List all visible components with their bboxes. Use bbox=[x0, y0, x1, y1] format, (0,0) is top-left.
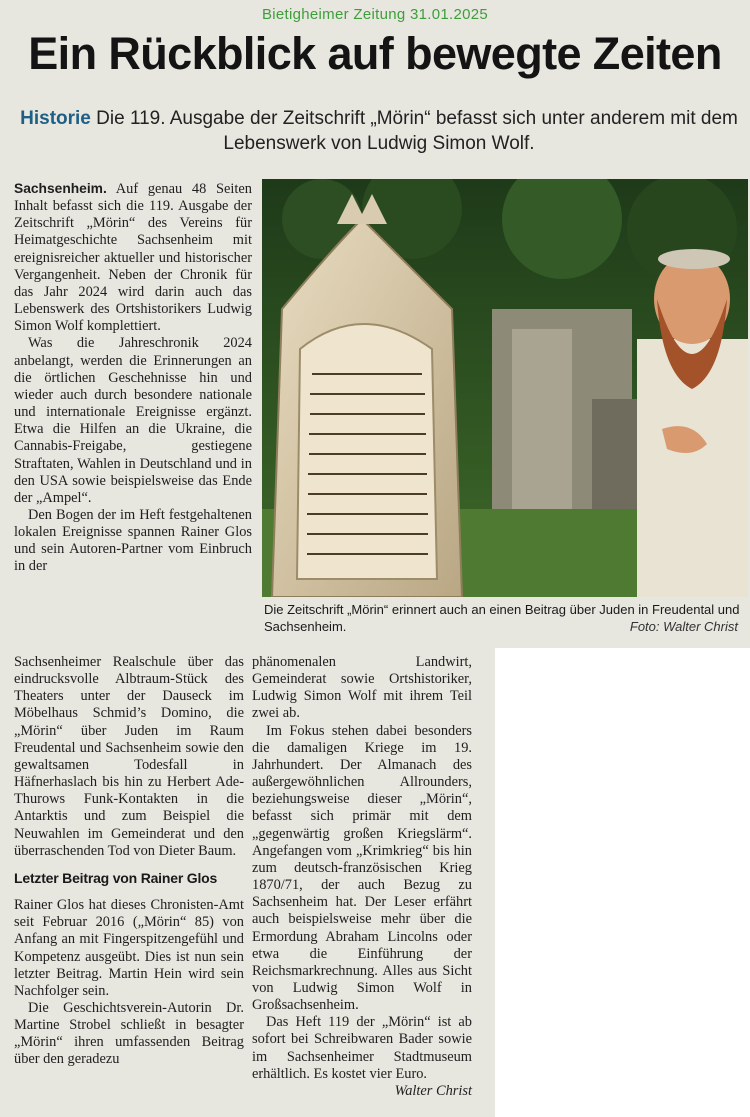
column-1-top bbox=[14, 180, 252, 576]
paragraph-3b: Sachsenheimer Realschule über das eindrucksvolle Albtraum-Stück des Theaters unter der Dauseck im Möbelhaus Schmid’s Domino, die „Mörin“ über Juden im Raum Freudental und Sachsenheim sowie den gewaltsamen Todesfall in Häfnerhaslach bis hin zu Herbert Ade-Thurows Funk-Kontakten in die Antarktis und zum Beispiel die Neuwahlen im Gemeinderat und den überraschenden Tod von Dieter Baum. bbox=[14, 654, 244, 859]
paragraph-1: Sachsenheim. Auf genau 48 Seiten Inhalt befasst sich die 119. Ausgabe der Zeitschrift „Mörin“ des Vereins für Heimatgeschichte Sachsenheim mit ereignisreicher aktueller und historischer Vergangenheit. Neben der Chronik für das Jahr 2024 wird darin auch das Lebenswerk des Ortshistorikers Ludwig Simon Wolf komplettiert. bbox=[14, 181, 252, 335]
paragraph-5: Die Geschichtsverein-Autorin Dr. Martine Strobel schließt in besagter „Mörin“ ihren umfassenden Beitrag über den geradezu bbox=[14, 999, 244, 1068]
paragraph-6: Im Fokus stehen dabei besonders die damaligen Kriege im 19. Jahrhundert. Der Almanach des außergewöhnlichen Allrounders, beziehungsweise dieser „Mörin“, befasst sich primär mit dem „gegenwärtig großen Kriegslärm“. Angefangen vom „Krimkrieg“ bis hin zum deutsch-französischen Krieg 1870/71, der auch Bezug zu Sachsenheim hat. Der Leser erfährt auch beispielsweise mehr über die Ermordung Abraham Lincolns oder etwa die Einführung der Reichsmarkrechnung. Alles aus Sicht von Ludwig Simon Wolf in Großsachsenheim. bbox=[252, 722, 472, 1014]
paragraph-2: Was die Jahreschronik 2024 anbelangt, werden die Erinnerungen an die örtlichen Geschehnisse hin und wieder auch durch besondere nationale und internationale Ereignisse ergänzt. Etwa die Hilfen an die Ukraine, die Cannabis-Freigabe, gestiegene Straftaten, Wahlen in Deutschland und in den USA sowie beispielsweise das Ende der „Ampel“. bbox=[14, 335, 252, 506]
paragraph-4: Rainer Glos hat dieses Chronisten-Amt seit Februar 2016 („Mörin“ 85) von Anfang an mit Fingerspitzengefühl und Kompetenz ausgeübt. Dies ist nun sein letzter Beitrag. Martin Hein wird sein Nachfolger sein. bbox=[14, 897, 244, 999]
source-line: Bietigheimer Zeitung 31.01.2025 bbox=[261, 6, 489, 23]
article-photo bbox=[262, 179, 748, 597]
photo-gravestone-man-icon bbox=[262, 179, 748, 597]
headline: Ein Rückblick auf bewegte Zeiten bbox=[28, 28, 722, 79]
subheadline bbox=[14, 106, 744, 156]
paragraph-3a: Den Bogen der im Heft festgehaltenen lokalen Ereignisse spannen Rainer Glos und sein Autoren-Partner vom Einbruch in der bbox=[14, 506, 252, 575]
paragraph-5b: phänomenalen Landwirt, Gemeinderat sowie Ortshistoriker, Ludwig Simon Wolf mit ihrem Teil zwei ab. bbox=[252, 654, 472, 722]
kicker: Historie bbox=[20, 108, 91, 129]
dateline: Sachsenheim. bbox=[14, 181, 107, 196]
caption-text: Die Zeitschrift „Mörin“ erinnert auch an einen Beitrag über Juden in Freudental und Sachsenheim. bbox=[264, 602, 740, 634]
column-2-bottom bbox=[252, 654, 472, 1100]
column-1-bottom bbox=[14, 654, 244, 1069]
photo-caption bbox=[264, 601, 744, 635]
section-heading: Letzter Beitrag von Rainer Glos bbox=[14, 869, 218, 886]
photo-credit: Foto: Walter Christ bbox=[629, 619, 738, 634]
paragraph-7: Das Heft 119 der „Mörin“ ist ab sofort bei Schreibwaren Bader sowie im Sachsenheimer Stadtmuseum erhältlich. Es kostet vier Euro. Walter Christ bbox=[252, 1014, 472, 1099]
author: Walter Christ bbox=[394, 1082, 472, 1099]
subhead-text: Die 119. Ausgabe der Zeitschrift „Mörin“ befasst sich unter anderem mit dem Lebenswerk von Ludwig Simon Wolf. bbox=[96, 108, 738, 154]
